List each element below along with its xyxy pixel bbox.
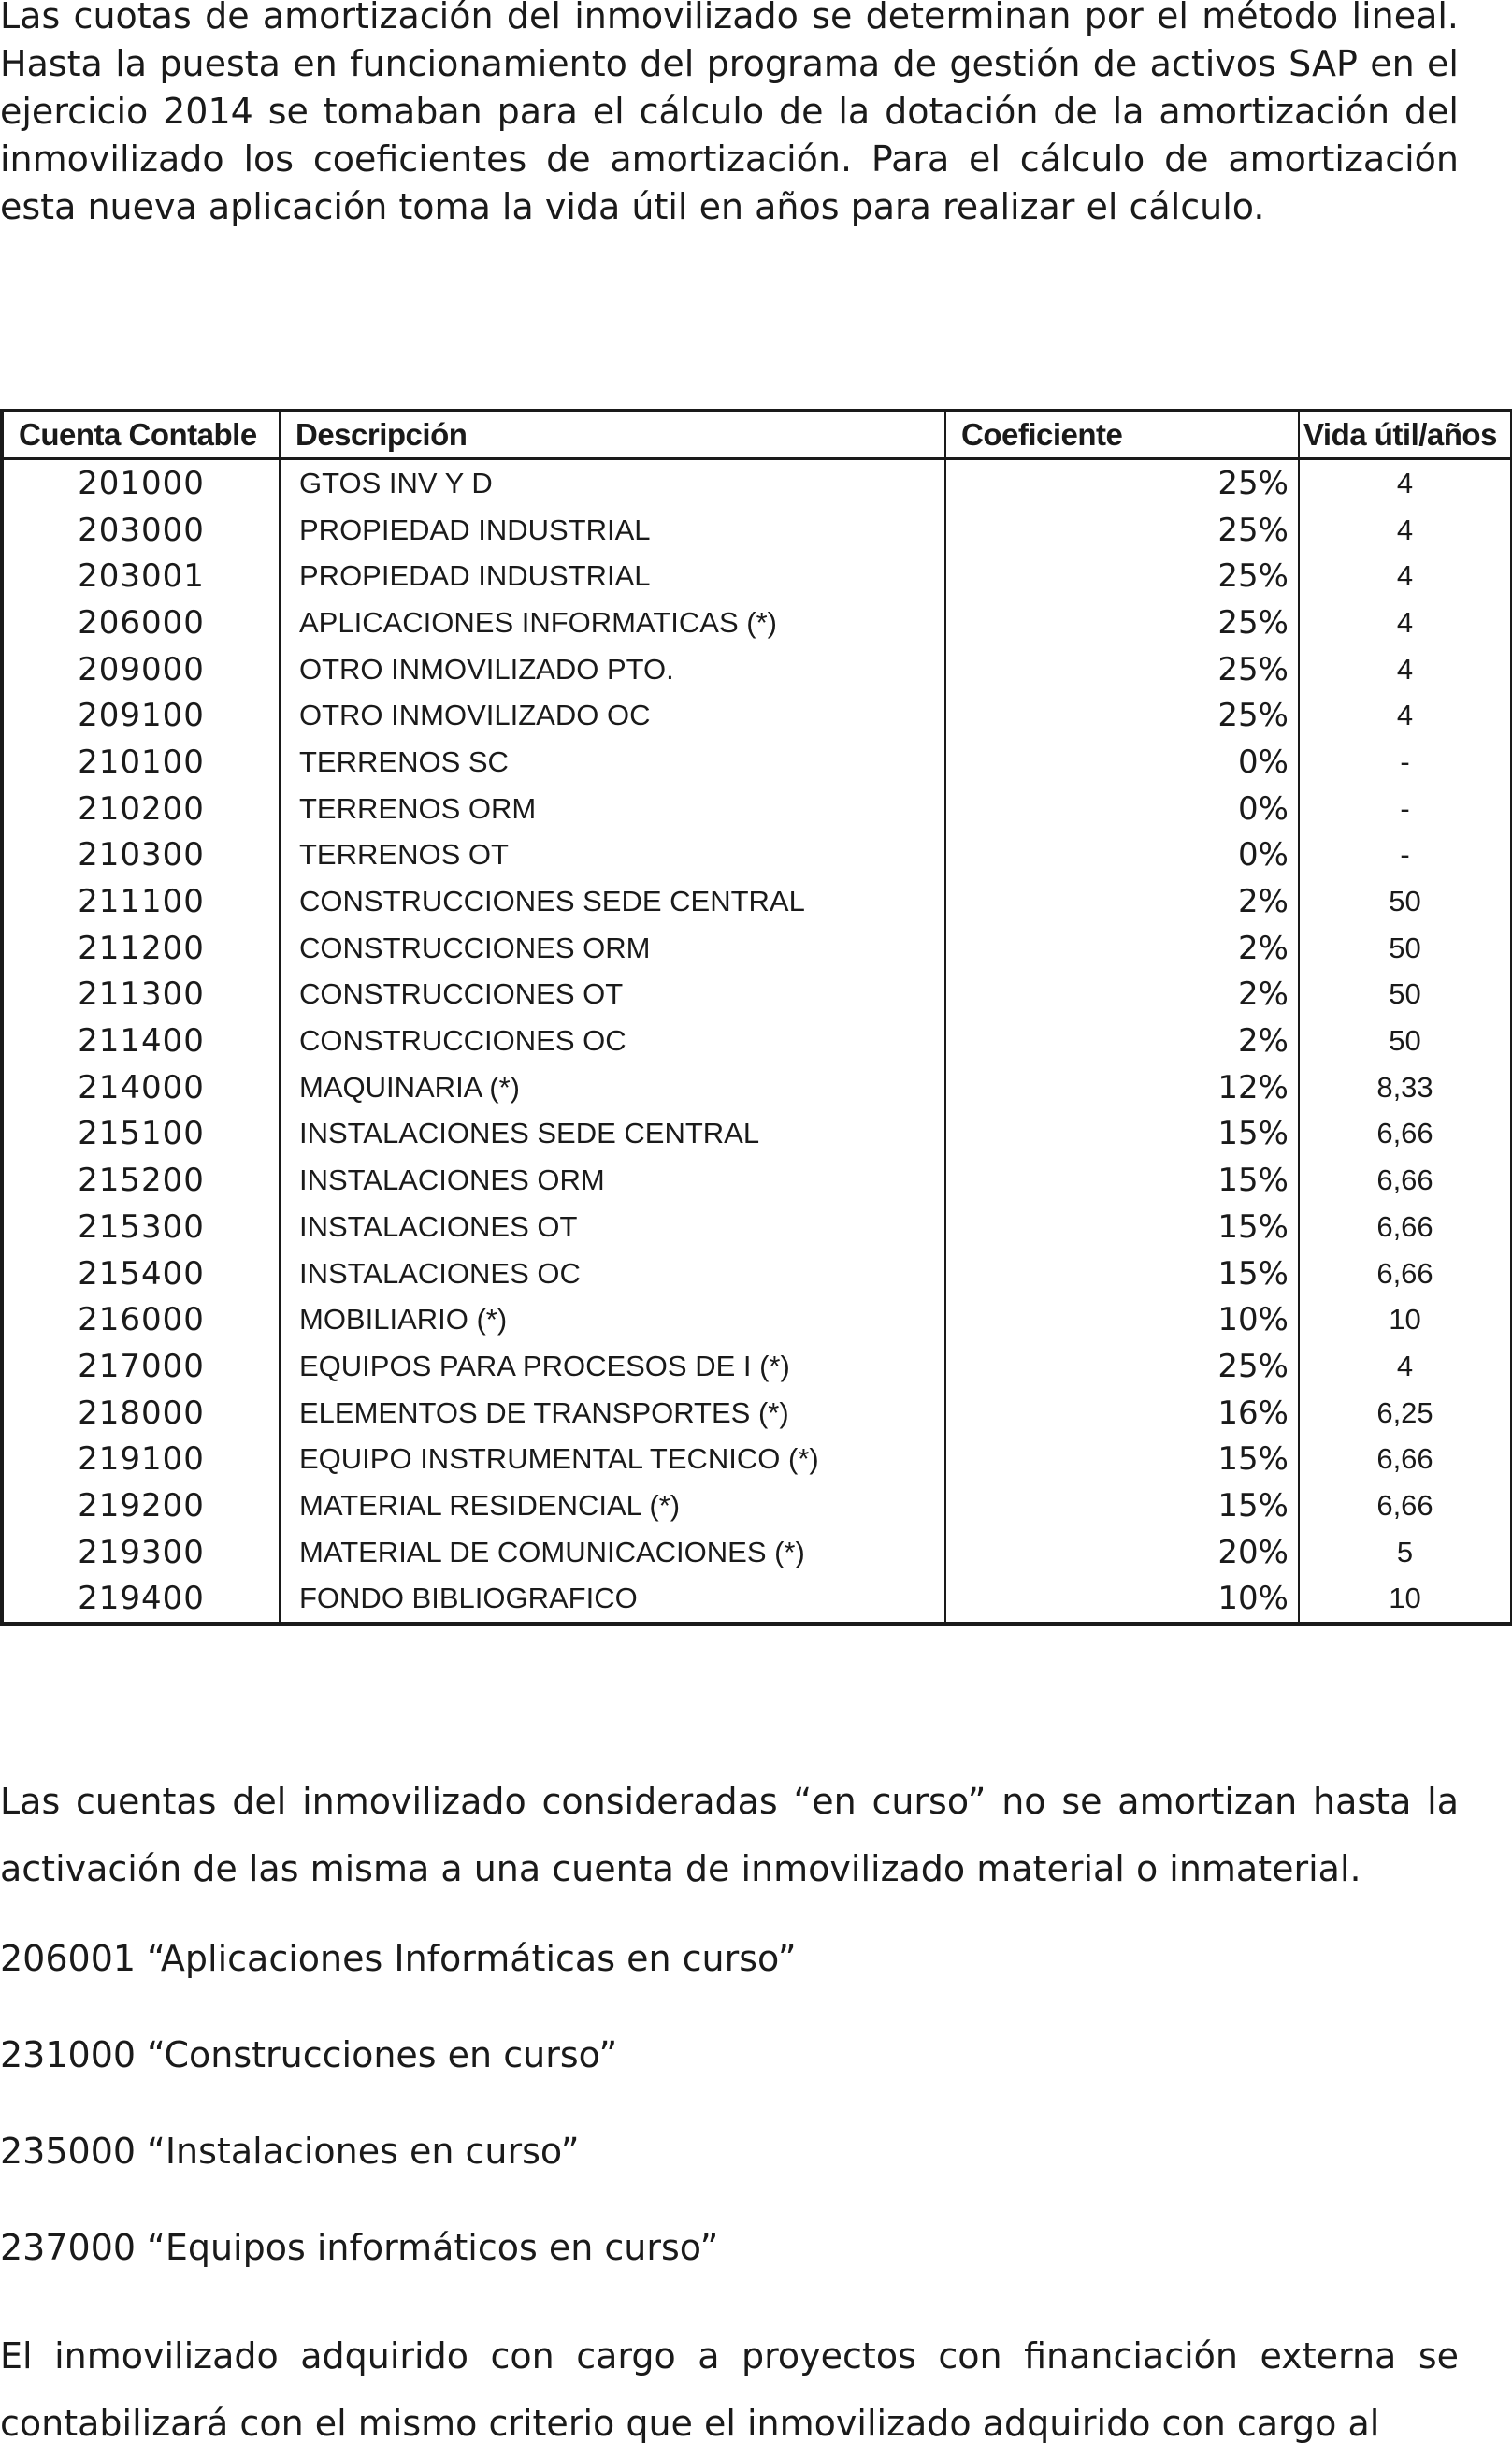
cell-coefficient: 2%: [945, 1018, 1299, 1064]
cell-useful-life: 50: [1389, 977, 1421, 1011]
cell-useful-life: 4: [1396, 605, 1414, 639]
cell-description: ELEMENTOS DE TRANSPORTES (*): [280, 1390, 945, 1437]
cell-useful-life: 4: [1396, 652, 1414, 686]
cell-description: PROPIEDAD INDUSTRIAL: [280, 553, 945, 600]
cell-account: 209100: [2, 692, 280, 739]
table-row: [2, 1111, 1512, 1158]
amortization-table: [0, 409, 1512, 1626]
table-row: [2, 646, 1512, 693]
cell-account: 219100: [2, 1436, 280, 1482]
cell-description: MATERIAL RESIDENCIAL (*): [280, 1482, 945, 1529]
header-description: Descripción: [280, 411, 945, 459]
cell-useful-life: 5: [1396, 1535, 1414, 1568]
cell-useful-life: 10: [1389, 1303, 1421, 1337]
table-row: [2, 1018, 1512, 1064]
cell-coefficient: 0%: [945, 786, 1299, 832]
table-row: [2, 786, 1512, 832]
cell-coefficient: 15%: [945, 1111, 1299, 1158]
cell-description: INSTALACIONES OC: [280, 1250, 945, 1297]
cell-coefficient: 25%: [945, 692, 1299, 739]
cell-account: 211200: [2, 925, 280, 972]
intro-paragraph: Las cuotas de amortización del inmovilizado se determinan por el método lineal. Hasta la puesta en funcionamiento del programa de gestión de activos SAP en el ejercicio 2014 se tomaban para el cálculo de la dotación de la amortización del inmovilizado los coeficientes de amortización. Para el cálculo de amortización esta nueva aplicación toma la vida útil en años para realizar el cálculo.: [0, 0, 1459, 227]
cell-coefficient: 15%: [945, 1482, 1299, 1529]
cell-account: 211300: [2, 972, 280, 1019]
cell-coefficient: 2%: [945, 878, 1299, 925]
cell-coefficient: 25%: [945, 646, 1299, 693]
cell-useful-life: 6,25: [1376, 1395, 1433, 1429]
cell-account: 201000: [2, 459, 280, 507]
cell-description: GTOS INV Y D: [280, 459, 945, 507]
cell-account: 211400: [2, 1018, 280, 1064]
cell-account: 210200: [2, 786, 280, 832]
cell-useful-life: 6,66: [1376, 1209, 1433, 1243]
cell-useful-life: 4: [1396, 466, 1414, 499]
in-progress-account-item: 206001 “Aplicaciones Informáticas en curso”: [0, 1938, 797, 1979]
cell-coefficient: 10%: [945, 1296, 1299, 1343]
cell-useful-life: -: [1400, 744, 1410, 778]
cell-coefficient: 12%: [945, 1064, 1299, 1111]
cell-coefficient: 0%: [945, 832, 1299, 879]
cell-description: PROPIEDAD INDUSTRIAL: [280, 507, 945, 554]
cell-account: 209000: [2, 646, 280, 693]
cell-account: 210300: [2, 832, 280, 879]
cell-description: CONSTRUCCIONES ORM: [280, 925, 945, 972]
cell-description: EQUIPO INSTRUMENTAL TECNICO (*): [280, 1436, 945, 1482]
cell-useful-life: 10: [1389, 1582, 1421, 1615]
cell-useful-life: 6,66: [1376, 1488, 1433, 1522]
cell-account: 217000: [2, 1343, 280, 1390]
in-progress-account-item: 231000 “Construcciones en curso”: [0, 2034, 618, 2075]
cell-coefficient: 15%: [945, 1157, 1299, 1204]
table-row: [2, 600, 1512, 646]
cell-account: 203000: [2, 507, 280, 554]
cell-account: 219200: [2, 1482, 280, 1529]
cell-coefficient: 25%: [945, 507, 1299, 554]
cell-useful-life: 6,66: [1376, 1256, 1433, 1290]
cell-account: 206000: [2, 600, 280, 646]
cell-account: 218000: [2, 1390, 280, 1437]
cell-useful-life: 50: [1389, 1024, 1421, 1058]
table-row: [2, 1204, 1512, 1250]
final-paragraph: El inmovilizado adquirido con cargo a proyectos con financiación externa se contabilizará con el mismo criterio que el inmovilizado adquirido con cargo al: [0, 2335, 1459, 2444]
table-row: [2, 1157, 1512, 1204]
table-row: [2, 1436, 1512, 1482]
header-useful-life: Vida útil/años: [1299, 411, 1512, 459]
cell-description: CONSTRUCCIONES SEDE CENTRAL: [280, 878, 945, 925]
table-row: [2, 692, 1512, 739]
cell-description: EQUIPOS PARA PROCESOS DE I (*): [280, 1343, 945, 1390]
table-row: [2, 1390, 1512, 1437]
cell-useful-life: 4: [1396, 1349, 1414, 1382]
cell-account: 211100: [2, 878, 280, 925]
cell-description: CONSTRUCCIONES OC: [280, 1018, 945, 1064]
table-body: [2, 459, 1512, 1625]
table-row: [2, 1064, 1512, 1111]
table-row: [2, 878, 1512, 925]
cell-description: MATERIAL DE COMUNICACIONES (*): [280, 1529, 945, 1576]
table-row: [2, 1343, 1512, 1390]
cell-useful-life: 6,66: [1376, 1163, 1433, 1197]
cell-coefficient: 2%: [945, 925, 1299, 972]
cell-coefficient: 20%: [945, 1529, 1299, 1576]
cell-description: TERRENOS SC: [280, 739, 945, 786]
header-account: Cuenta Contable: [2, 411, 280, 459]
cell-account: 215300: [2, 1204, 280, 1250]
cell-coefficient: 25%: [945, 553, 1299, 600]
cell-description: CONSTRUCCIONES OT: [280, 972, 945, 1019]
cell-account: 214000: [2, 1064, 280, 1111]
cell-account: 215200: [2, 1157, 280, 1204]
cell-useful-life: 4: [1396, 699, 1414, 732]
cell-coefficient: 15%: [945, 1250, 1299, 1297]
cell-description: APLICACIONES INFORMATICAS (*): [280, 600, 945, 646]
cell-description: INSTALACIONES OT: [280, 1204, 945, 1250]
table-row: [2, 1296, 1512, 1343]
cell-coefficient: 15%: [945, 1436, 1299, 1482]
cell-description: OTRO INMOVILIZADO PTO.: [280, 646, 945, 693]
cell-coefficient: 25%: [945, 1343, 1299, 1390]
cell-coefficient: 16%: [945, 1390, 1299, 1437]
cell-useful-life: 8,33: [1376, 1070, 1433, 1104]
table-row: [2, 553, 1512, 600]
cell-coefficient: 0%: [945, 739, 1299, 786]
cell-coefficient: 25%: [945, 600, 1299, 646]
cell-account: 203001: [2, 553, 280, 600]
cell-useful-life: -: [1400, 791, 1410, 825]
table-row: [2, 832, 1512, 879]
table-row: [2, 1250, 1512, 1297]
cell-useful-life: 6,66: [1376, 1117, 1433, 1150]
table-row: [2, 1576, 1512, 1625]
cell-account: 219300: [2, 1529, 280, 1576]
cell-coefficient: 10%: [945, 1576, 1299, 1625]
cell-coefficient: 2%: [945, 972, 1299, 1019]
table-row: [2, 507, 1512, 554]
table-row: [2, 1482, 1512, 1529]
in-progress-account-item: 237000 “Equipos informáticos en curso”: [0, 2227, 719, 2268]
cell-description: INSTALACIONES SEDE CENTRAL: [280, 1111, 945, 1158]
cell-useful-life: -: [1400, 838, 1410, 872]
table-row: [2, 1529, 1512, 1576]
cell-useful-life: 50: [1389, 931, 1421, 964]
in-progress-paragraph: Las cuentas del inmovilizado consideradas “en curso” no se amortizan hasta la activación de las misma a una cuenta de inmovilizado material o inmaterial.: [0, 1781, 1459, 1889]
cell-account: 216000: [2, 1296, 280, 1343]
cell-account: 215400: [2, 1250, 280, 1297]
cell-description: OTRO INMOVILIZADO OC: [280, 692, 945, 739]
cell-description: MOBILIARIO (*): [280, 1296, 945, 1343]
in-progress-account-item: 235000 “Instalaciones en curso”: [0, 2131, 580, 2172]
table-row: [2, 972, 1512, 1019]
cell-description: INSTALACIONES ORM: [280, 1157, 945, 1204]
header-coefficient: Coeficiente: [945, 411, 1299, 459]
cell-description: TERRENOS ORM: [280, 786, 945, 832]
cell-description: FONDO BIBLIOGRAFICO: [280, 1576, 945, 1625]
cell-useful-life: 6,66: [1376, 1442, 1433, 1476]
cell-useful-life: 4: [1396, 559, 1414, 593]
cell-useful-life: 4: [1396, 513, 1414, 546]
table-row: [2, 739, 1512, 786]
table-header: [2, 411, 1512, 459]
cell-description: MAQUINARIA (*): [280, 1064, 945, 1111]
cell-coefficient: 15%: [945, 1204, 1299, 1250]
table-row: [2, 925, 1512, 972]
cell-coefficient: 25%: [945, 459, 1299, 507]
cell-description: TERRENOS OT: [280, 832, 945, 879]
cell-account: 215100: [2, 1111, 280, 1158]
table-row: [2, 459, 1512, 507]
cell-account: 210100: [2, 739, 280, 786]
cell-useful-life: 50: [1389, 885, 1421, 918]
cell-account: 219400: [2, 1576, 280, 1625]
